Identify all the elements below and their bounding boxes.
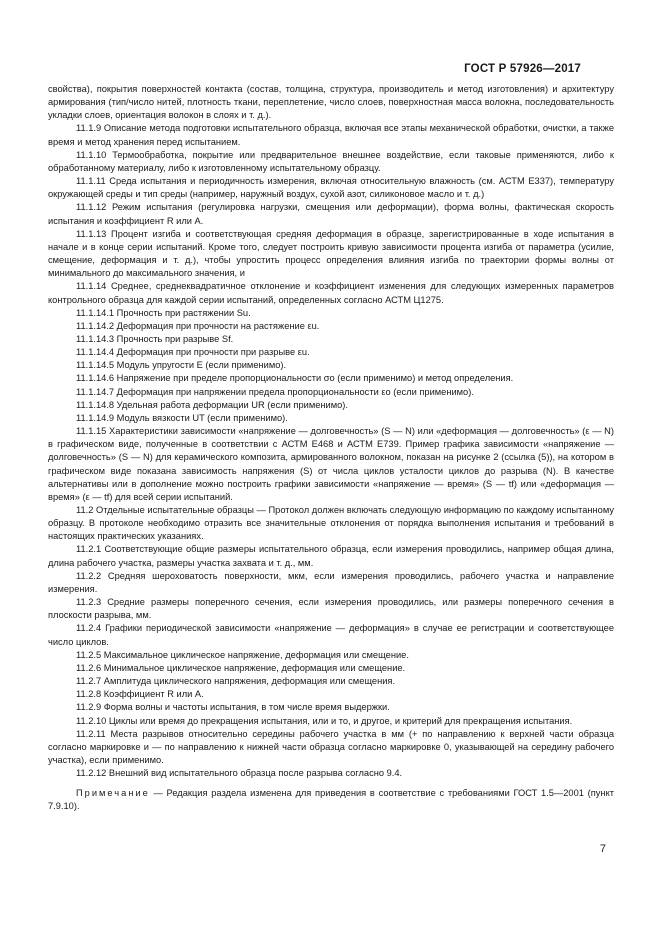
page-number: 7 <box>599 843 606 855</box>
list-item: 11.1.14.7 Деформация при напряжении предела пропорциональности εo (если применимо). <box>76 386 474 397</box>
list-item: 11.1.14.8 Удельная работа деформации UR (если применимо). <box>76 399 348 410</box>
list-item: 11.2.5 Максимальное циклическое напряжение, деформация или смещение. <box>76 649 409 660</box>
paragraph: 11.2.2 Средняя шероховатость поверхности, мкм, если измерения проводились, рабочего участка и направление измерения. <box>48 570 614 594</box>
list-item: 11.1.14.1 Прочность при растяжении Su. <box>76 307 251 318</box>
list-item: 11.2.7 Амплитуда циклического напряжения, деформация или смещения. <box>76 676 396 687</box>
list-item: 11.1.14.2 Деформация при прочности на растяжение εu. <box>76 320 320 331</box>
list-item: 11.1.14.5 Модуль упругости E (если применимо). <box>76 360 287 371</box>
paragraph: 11.2.3 Средние размеры поперечного сечения, если измерения проводились, или размеры поперечного сечения в плоскости разрыва, мм. <box>48 597 614 621</box>
list-item: 11.2.6 Минимальное циклическое напряжение, деформация или смещение. <box>76 662 406 673</box>
paragraph: 11.1.15 Характеристики зависимости «напряжение — долговечность» (S — N) или «деформация — долговечность» (ε — N) в графическом виде, полученные в соответствии с АСТМ Е468 и АСТМ Е739. Пример графика зависимости «напряжение — долговечность» (S — N) для керамического композита, армированного волокном, показан на рисунке 2 (ссылка (5)), на котором в графическом виде показана зависимость напряжения (S) от числа циклов усталости циклов до разрыва (N). В качестве альтернативы или в дополнение можно построить графики зависимости «напряжение — время» (S — tf) или «деформация — время» (ε — tf) для всей серии испытаний. <box>48 426 614 502</box>
note-paragraph <box>48 787 614 813</box>
list-item: 11.1.14.9 Модуль вязкости UT (если применимо). <box>76 412 288 423</box>
paragraph: 11.1.14 Среднее, среднеквадратичное отклонение и коэффициент изменения для следующих измеренных параметров контрольного образца для каждой серии испытаний, определенных согласно АСТМ Ц1275. <box>48 281 614 305</box>
list-item: 11.2.9 Форма волны и частоты испытания, в том числе время выдержки. <box>76 702 390 713</box>
paragraph: 11.2.11 Места разрывов относительно середины рабочего участка в мм (+ по направлению к верхней части образца согласно маркировке и — по направлению к нижней части образца согласно маркировке 0, указывающей на середину рабочего участка), если применимо. <box>48 728 614 765</box>
paragraph: 11.1.13 Процент изгиба и соответствующая средняя деформация в образце, зарегистрированные в ходе испытания в начале и в конце серии испытаний. Кроме того, следует построить кривую зависимости процента изгиба от параметра (усилие, смещение, деформация и т. д.), чтобы упростить процесс определения влияния изгиба по траектории формы волны от минимального до максимального значения, и <box>48 228 614 279</box>
list-item: 11.1.14.4 Деформация при прочности при разрыве εu. <box>76 347 310 358</box>
paragraph: 11.1.9 Описание метода подготовки испытательного образца, включая все этапы механической обработки, очистки, а также время и метод хранения перед испытанием. <box>48 123 614 147</box>
paragraph: 11.1.11 Среда испытания и периодичность измерения, включая относительную влажность (см. АСТМ Е337), температуру окружающей среды и тип среды (например, наружный воздух, сухой азот, силиконовое масло и т. д.) <box>48 176 614 200</box>
note-label: Примечание <box>76 788 150 799</box>
paragraph: свойства), покрытия поверхностей контакта (состав, толщина, структура, производитель и метод изготовления) и архитектуру армирования (тип/число нитей, плотность ткани, переплетение, число слоев, поверхностная масса волокна, последовательность укладки слоев, ориентация волокон в слоях и т. д.). <box>48 84 614 121</box>
paragraph: 11.2.1 Соответствующие общие размеры испытательного образца, если измерения проводились, например общая длина, длина рабочего участка, размеры участка захвата и т. д., мм. <box>48 544 614 568</box>
paragraph: 11.2.10 Циклы или время до прекращения испытания, или и то, и другое, и критерий для прекращения испытания. <box>76 715 573 726</box>
paragraph: 11.1.10 Термообработка, покрытие или предварительное внешнее воздействие, если таковые применяются, либо к обработанному материалу, либо к изготовленному испытательному образцу. <box>48 149 614 173</box>
list-item: 11.1.14.6 Напряжение при пределе пропорциональности σo (если применимо) и метод определения. <box>76 373 514 384</box>
document-body <box>48 83 614 814</box>
note-text: — Редакция раздела изменена для приведения в соответствие с требованиями ГОСТ 1.5—2001 (пункт 7.9.10). <box>48 788 614 812</box>
list-item: 11.2.12 Внешний вид испытательного образца после разрыва согласно 9.4. <box>76 768 403 779</box>
paragraph: 11.1.12 Режим испытания (регулировка нагрузки, смещения или деформации), форма волны, фактическая скорость испытания и коэффициент R или A. <box>48 202 614 226</box>
document-id-header: ГОСТ Р 57926—2017 <box>464 63 581 75</box>
paragraph: 11.2.4 Графики периодической зависимости «напряжение — деформация» в случае ее регистрации и соответствующее число циклов. <box>48 623 614 647</box>
list-item: 11.1.14.3 Прочность при разрыве Sf. <box>76 333 234 344</box>
paragraph: 11.2 Отдельные испытательные образцы — Протокол должен включать следующую информацию по каждому испытанному образцу. В протоколе необходимо отразить все значительные отклонения от порядка выполнения испытания и требований в настоящих практических указаниях. <box>48 505 614 542</box>
list-item: 11.2.8 Коэффициент R или A. <box>76 689 204 700</box>
